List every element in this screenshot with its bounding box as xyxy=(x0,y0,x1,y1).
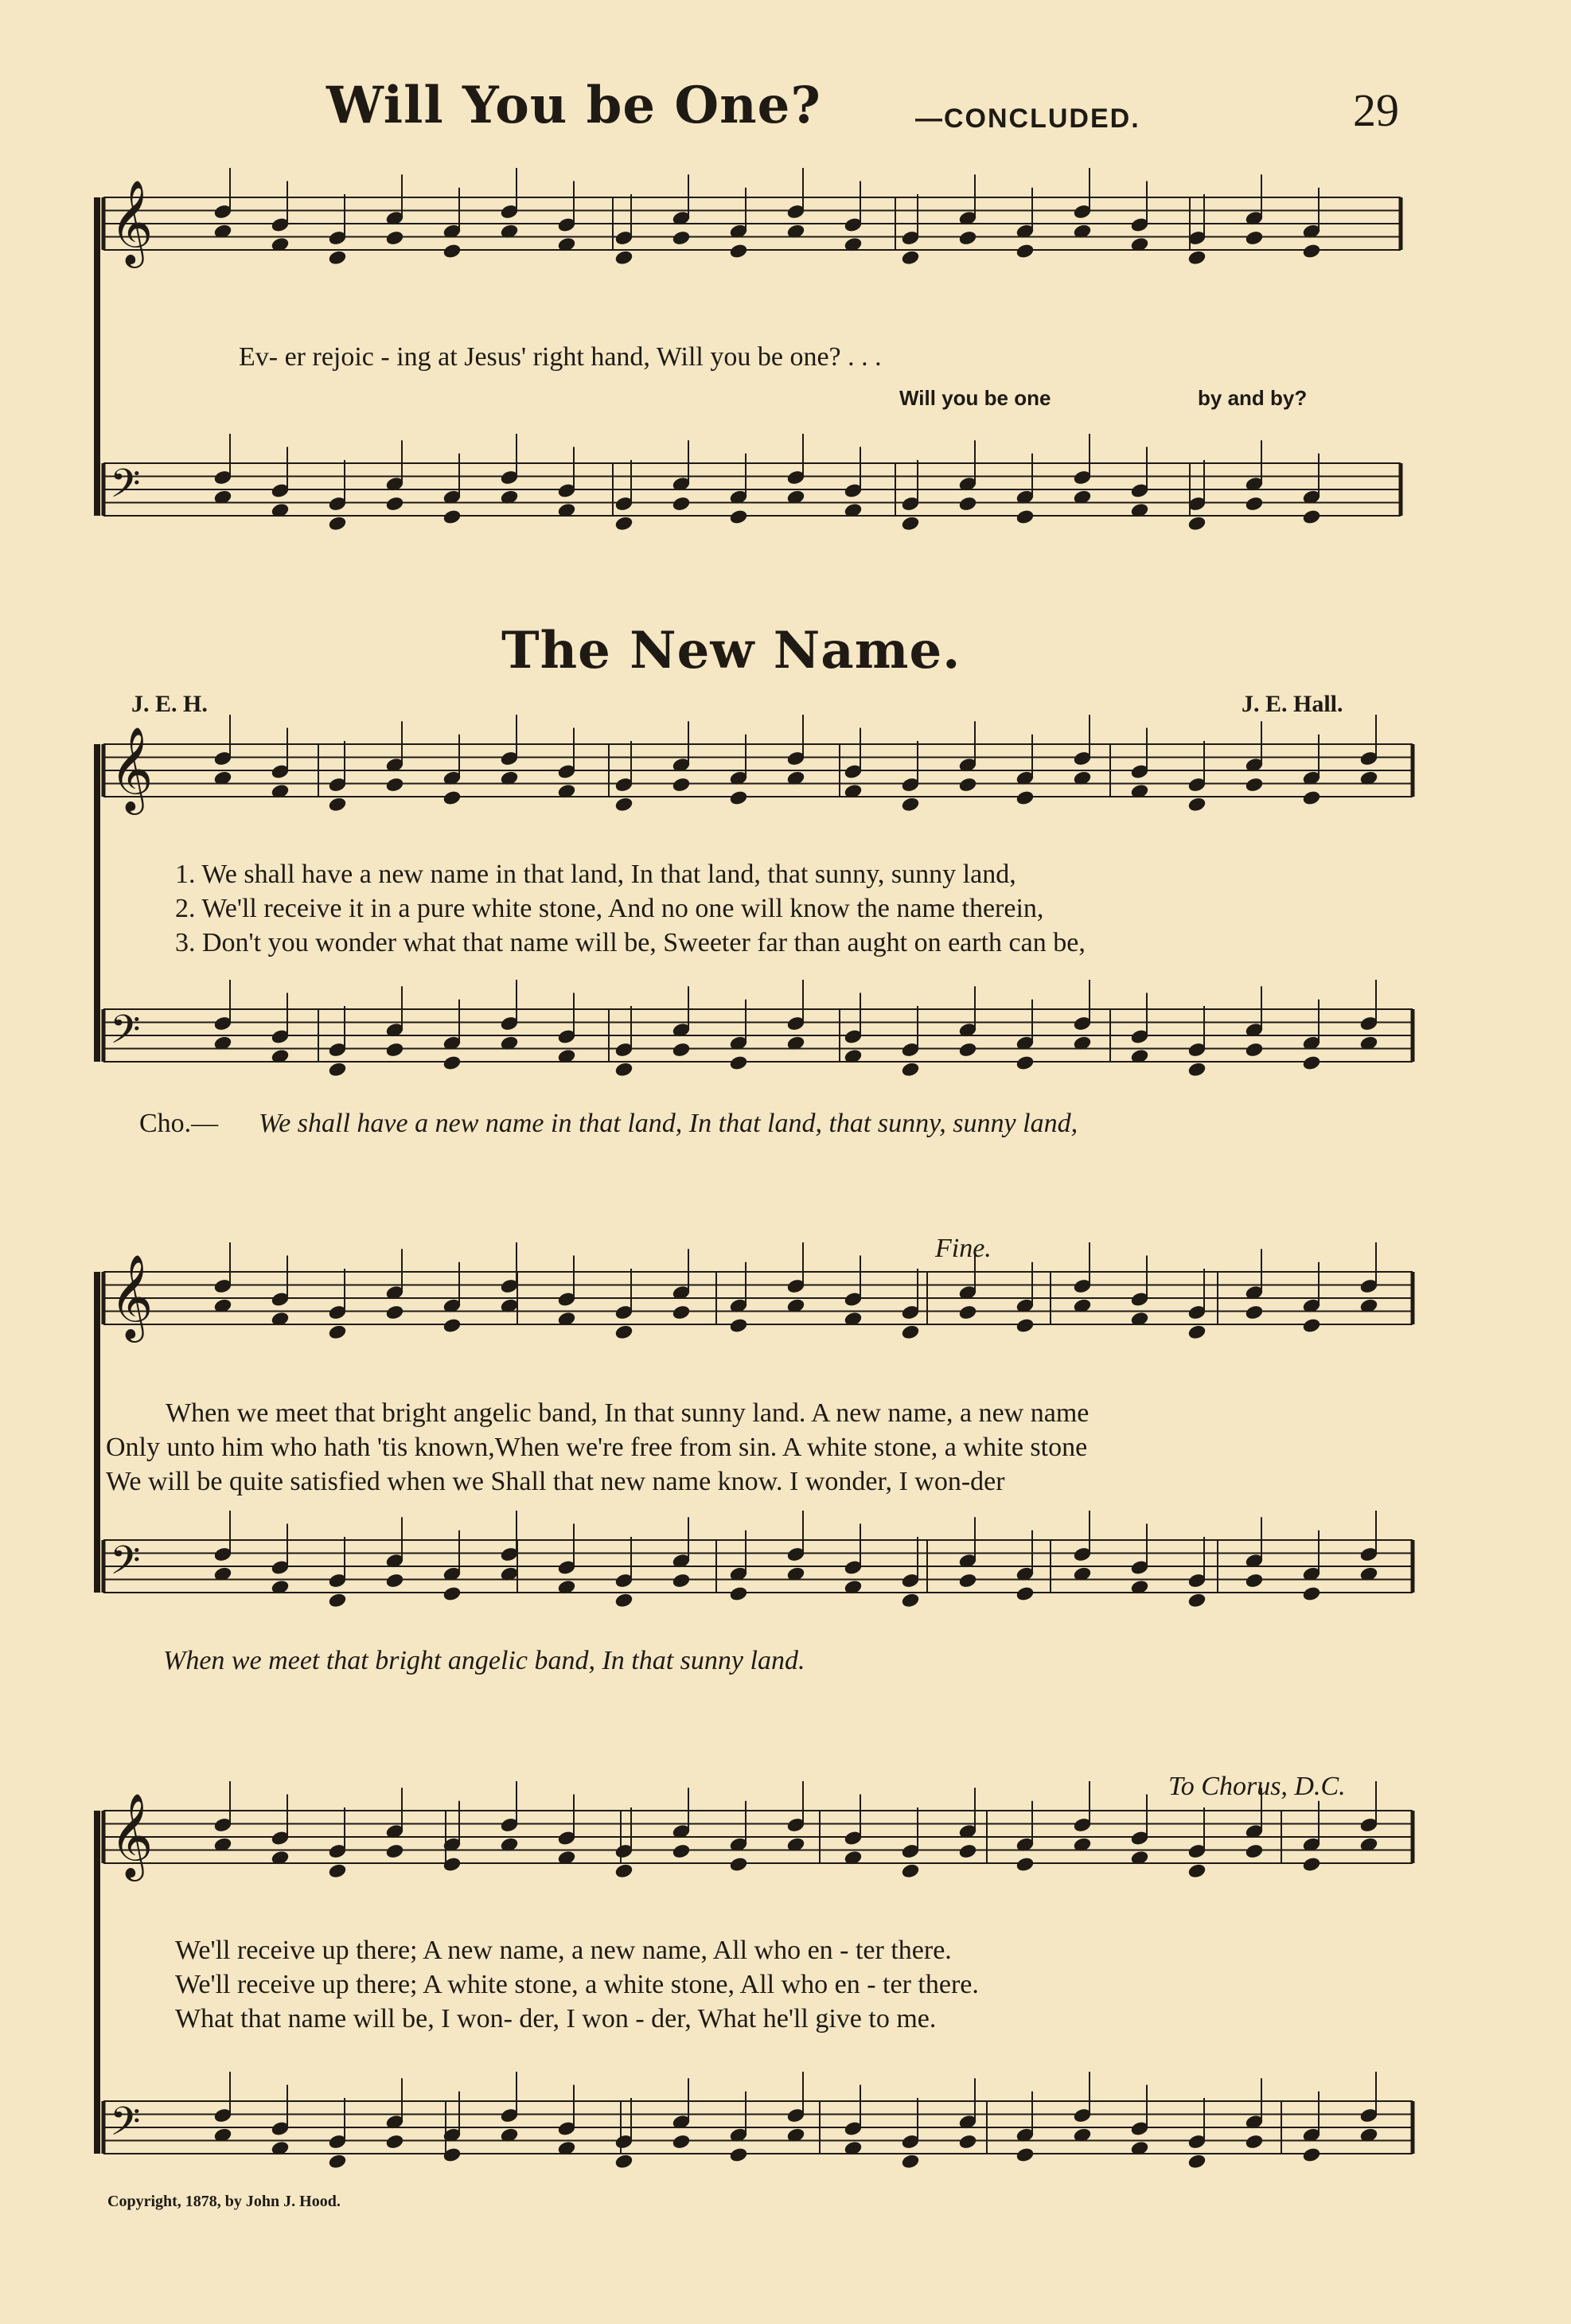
verse-line: 1. We shall have a new name in that land, In that land, that sunny, sunny land, xyxy=(175,860,1016,889)
lyric-line: Ev- er rejoic - ing at Jesus' right hand, Will you be one? . . . xyxy=(239,342,882,372)
note-head xyxy=(1245,777,1264,793)
note-head xyxy=(1015,1857,1035,1873)
note-head xyxy=(442,244,462,259)
verse-line: What that name will be, I won- der, I won - der, What he'll give to me. xyxy=(175,2004,937,2034)
note-head xyxy=(442,1586,462,1602)
note-head xyxy=(328,1062,347,1078)
note-head xyxy=(614,1863,633,1879)
treble-clef-icon: 𝄞 xyxy=(110,1792,154,1878)
note-head xyxy=(1302,1857,1321,1873)
note-head xyxy=(385,496,404,512)
note-head xyxy=(614,797,633,813)
note-head xyxy=(1015,244,1035,259)
note-head xyxy=(385,777,404,793)
note-head xyxy=(385,1304,404,1320)
note-head xyxy=(328,250,347,266)
note-head xyxy=(1245,496,1264,512)
note-head xyxy=(672,1573,691,1589)
note-head xyxy=(328,1863,347,1879)
note-head xyxy=(958,496,977,512)
note-head xyxy=(1302,1318,1321,1334)
note-head xyxy=(442,790,462,806)
note-head xyxy=(958,777,977,793)
note-head xyxy=(328,1324,347,1340)
note-head xyxy=(958,1304,977,1320)
note-head xyxy=(958,1573,977,1589)
note-head xyxy=(614,1324,633,1340)
note-head xyxy=(958,1042,977,1058)
note-head xyxy=(385,1843,404,1859)
note-head xyxy=(672,1304,691,1320)
note-head xyxy=(901,1324,920,1340)
note-head xyxy=(729,2147,748,2163)
note-head xyxy=(442,1318,462,1334)
note-head xyxy=(1245,2134,1264,2150)
echo-text-1: Will you be one xyxy=(899,386,1051,410)
note-head xyxy=(614,2154,633,2170)
verse-line: Only unto him who hath 'tis known,When we're free from sin. A white stone, a white stone xyxy=(106,1433,1088,1462)
music-by: J. E. Hall. xyxy=(1242,691,1343,717)
note-head xyxy=(614,1593,633,1608)
note-head xyxy=(442,1055,462,1071)
note-head xyxy=(328,797,347,813)
note-head xyxy=(328,1593,347,1608)
note-head xyxy=(672,230,691,246)
note-head xyxy=(1015,1586,1035,1602)
note-head xyxy=(442,509,462,525)
note-head xyxy=(1187,516,1207,532)
verse-line: We will be quite satisfied when we Shall that new name know. I wonder, I won-der xyxy=(106,1467,1005,1496)
note-head xyxy=(1245,1304,1264,1320)
note-head xyxy=(1302,790,1321,806)
verse-line: 3. Don't you wonder what that name will be, Sweeter far than aught on earth can be, xyxy=(175,928,1086,957)
bass-clef-icon: 𝄢 xyxy=(110,2099,141,2154)
note-head xyxy=(1245,1573,1264,1589)
note-head xyxy=(901,1863,920,1879)
note-head xyxy=(328,516,347,532)
note-head xyxy=(672,777,691,793)
note-head xyxy=(958,1843,977,1859)
note-head xyxy=(958,230,977,246)
chorus-label: Cho.— xyxy=(139,1109,219,1138)
chorus-line: We shall have a new name in that land, In that land, that sunny, sunny land, xyxy=(259,1109,1078,1138)
bass-clef-icon: 𝄢 xyxy=(110,461,141,517)
concluded-label: —CONCLUDED. xyxy=(915,103,1140,134)
note-head xyxy=(1187,1863,1207,1879)
note-head xyxy=(1302,2147,1321,2163)
note-head xyxy=(672,2134,691,2150)
note-head xyxy=(614,516,633,532)
treble-clef-icon: 𝄞 xyxy=(110,726,154,811)
page-number: 29 xyxy=(1353,84,1399,136)
song-title-1: Will You be One? xyxy=(326,76,821,135)
to-chorus-mark: To Chorus, D.C. xyxy=(1168,1772,1346,1801)
note-head xyxy=(614,1062,633,1078)
note-head xyxy=(1245,1042,1264,1058)
note-head xyxy=(1015,790,1035,806)
note-head xyxy=(614,250,633,266)
note-head xyxy=(1302,1586,1321,1602)
bass-clef-icon: 𝄢 xyxy=(110,1007,141,1063)
note-head xyxy=(1187,2154,1207,2170)
note-head xyxy=(1187,1324,1207,1340)
note-head xyxy=(1302,244,1321,259)
chorus-line-2: When we meet that bright angelic band, In that sunny land. xyxy=(163,1646,805,1675)
note-head xyxy=(672,1843,691,1859)
note-head xyxy=(901,1593,920,1608)
note-head xyxy=(1015,2147,1035,2163)
fine-mark: Fine. xyxy=(935,1234,992,1263)
note-head xyxy=(385,230,404,246)
note-head xyxy=(1302,509,1321,525)
note-head xyxy=(1015,1055,1035,1071)
note-head xyxy=(1187,1062,1207,1078)
verse-line: We'll receive up there; A new name, a new name, All who en - ter there. xyxy=(175,1936,952,1965)
note-head xyxy=(1187,1593,1207,1608)
words-by: J. E. H. xyxy=(131,691,208,717)
note-head xyxy=(901,2154,920,2170)
note-head xyxy=(901,797,920,813)
note-head xyxy=(1187,797,1207,813)
song-title-2: The New Name. xyxy=(501,621,961,680)
note-head xyxy=(729,509,748,525)
verse-line: 2. We'll receive it in a pure white stone, And no one will know the name therein, xyxy=(175,894,1044,923)
echo-text-2: by and by? xyxy=(1198,386,1308,410)
note-head xyxy=(729,244,748,259)
note-head xyxy=(385,2134,404,2150)
treble-clef-icon: 𝄞 xyxy=(110,179,154,264)
note-head xyxy=(385,1042,404,1058)
note-head xyxy=(672,1042,691,1058)
note-head xyxy=(958,2134,977,2150)
verse-line: We'll receive up there; A white stone, a white stone, All who en - ter there. xyxy=(175,1970,979,1999)
note-head xyxy=(729,1055,748,1071)
verse-line: When we meet that bright angelic band, In that sunny land. A new name, a new name xyxy=(166,1398,1090,1428)
note-head xyxy=(1015,509,1035,525)
note-head xyxy=(1245,230,1264,246)
treble-clef-icon: 𝄞 xyxy=(110,1254,154,1339)
note-head xyxy=(672,496,691,512)
note-head xyxy=(385,1573,404,1589)
note-head xyxy=(729,1857,748,1873)
note-head xyxy=(901,516,920,532)
note-head xyxy=(1245,1843,1264,1859)
note-head xyxy=(729,1318,748,1334)
note-head xyxy=(1187,250,1207,266)
note-head xyxy=(901,250,920,266)
note-head xyxy=(901,1062,920,1078)
note-head xyxy=(328,2154,347,2170)
note-head xyxy=(1302,1055,1321,1071)
copyright-notice: Copyright, 1878, by John J. Hood. xyxy=(107,2193,341,2210)
note-head xyxy=(1015,1318,1035,1334)
note-head xyxy=(729,790,748,806)
bass-clef-icon: 𝄢 xyxy=(110,1538,141,1593)
note-head xyxy=(729,1586,748,1602)
